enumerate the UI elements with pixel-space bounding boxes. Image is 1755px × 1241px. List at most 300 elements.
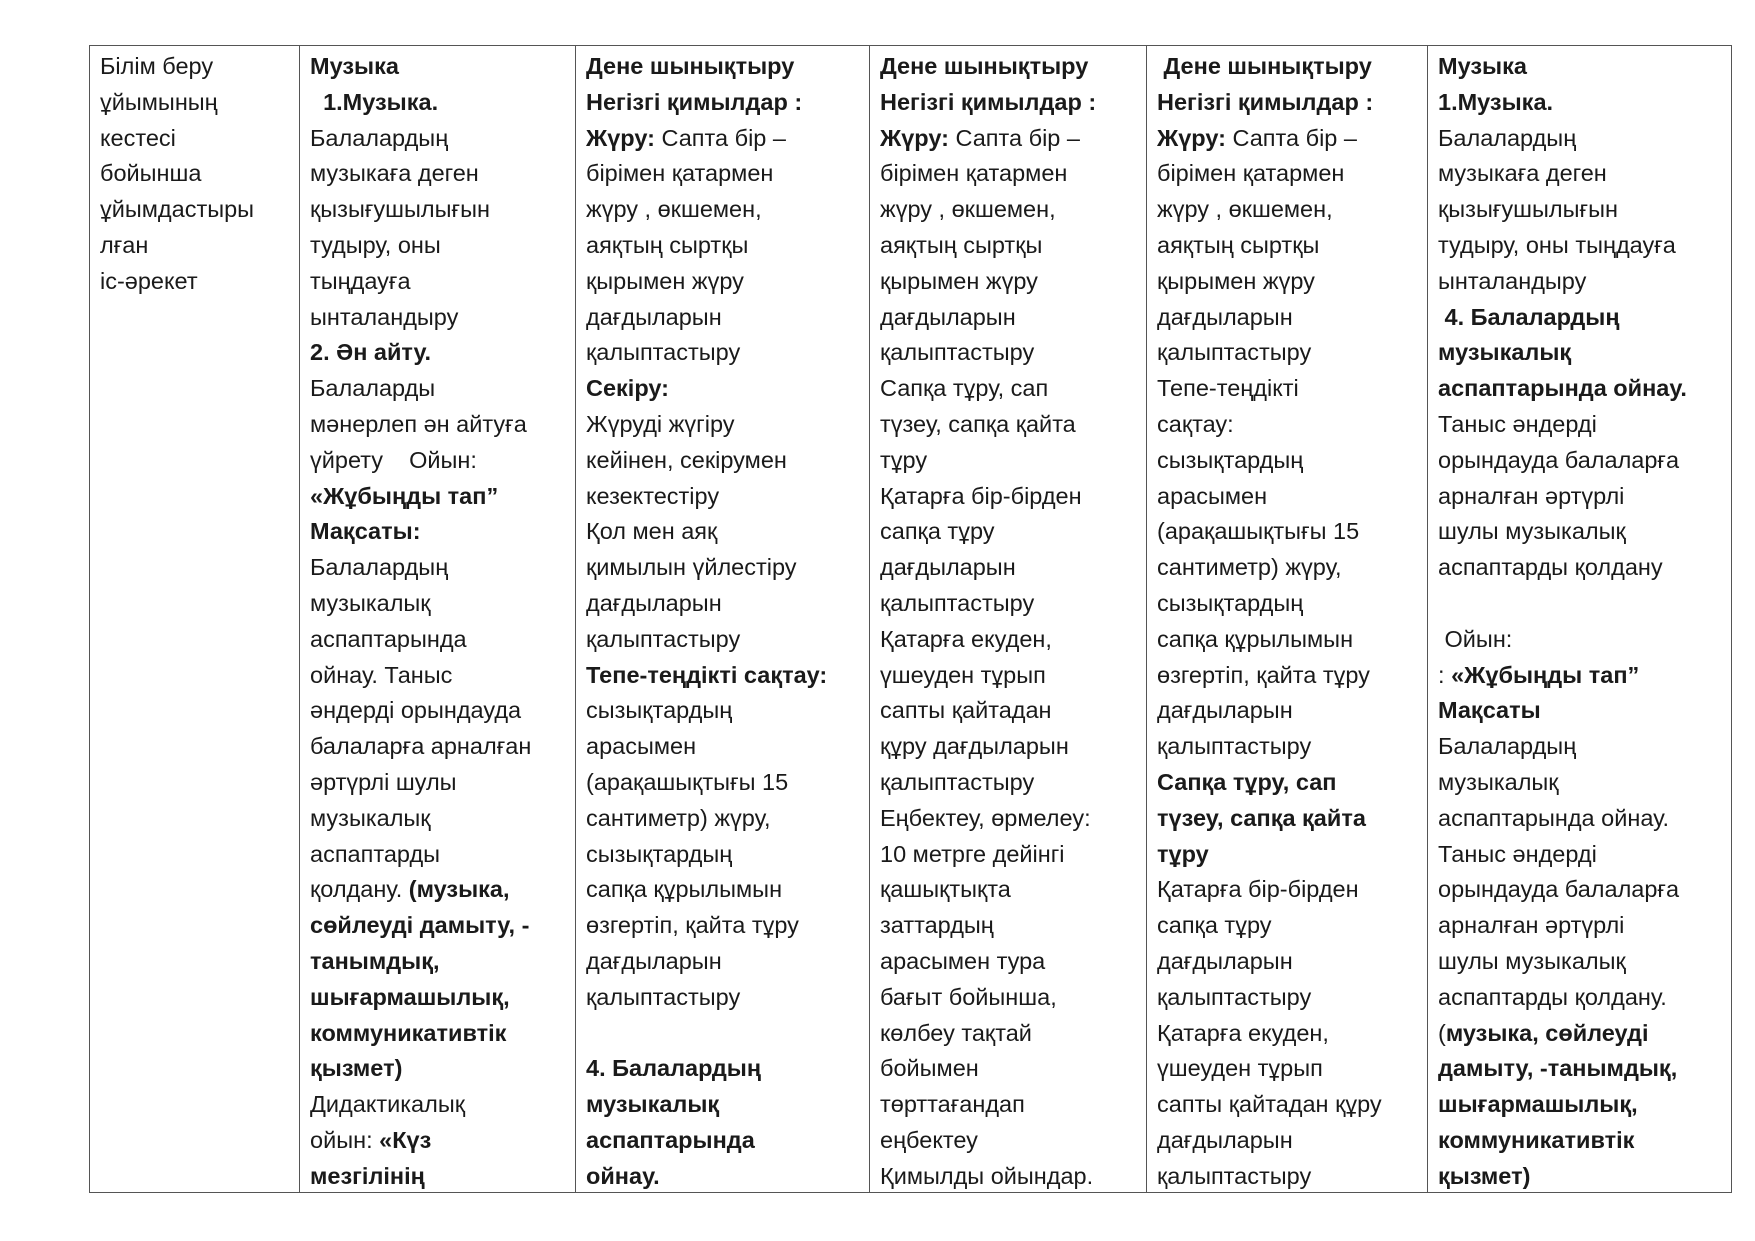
text-line [310,980,565,1016]
plain-text: қалыптастыру [586,983,741,1010]
text-line [1157,801,1417,837]
text-line [880,693,1136,729]
bold-text: «Жұбыңды тап” [1451,661,1640,688]
text-line [310,693,565,729]
text-line [1157,622,1417,658]
plain-text: қырымен жүру [880,267,1038,294]
text-line [1157,586,1417,622]
bold-text: тұру [1157,840,1209,867]
text-line [100,121,289,157]
text-line [880,264,1136,300]
music-text-1 [310,49,565,1192]
plain-text: түзеу, сапқа қайта [880,410,1076,437]
plain-text: балаларға арналған [310,733,532,760]
plain-text: кейінен, секірумен [586,446,787,473]
music-cell-1 [300,46,576,1193]
plain-text: музыкаға деген [1438,160,1607,187]
bold-text: 1.Музыка. [1438,88,1554,115]
text-line [310,550,565,586]
plain-text: қолдану. [310,876,409,903]
plain-text: орындауда балаларға [1438,446,1680,473]
text-line [310,1051,565,1087]
text-line [1438,514,1721,550]
plain-text: қашықтықта [880,876,1011,903]
row-label-cell [90,46,300,1193]
physical-education-cell-2 [870,46,1147,1193]
text-line [1157,371,1417,407]
plain-text: сапқа тұру [1157,912,1272,939]
plain-text: дағдыларын [586,947,722,974]
text-line [880,801,1136,837]
plain-text: қалыптастыру [586,625,741,652]
text-line [586,300,859,336]
text-line [1438,1123,1721,1159]
plain-text: кезектестіру [586,482,720,509]
text-line [1157,658,1417,694]
bold-text: Дене шынықтыру [880,53,1089,79]
text-line [1438,872,1721,908]
text-line [1438,479,1721,515]
plain-text: 10 метрге дейінгі [880,840,1065,867]
plain-text: өзгертіп, қайта тұру [586,912,799,939]
bold-text: 1.Музыка. [310,88,439,115]
plain-text: дағдыларын [1157,303,1293,330]
text-line [310,1123,565,1159]
text-line [1157,944,1417,980]
text-line [586,1016,859,1052]
plain-text: аспаптарында [310,625,467,652]
plain-text: Еңбектеу, өрмелеу: [880,804,1091,831]
plain-text: қалыптастыру [1157,733,1312,760]
text-line [1157,479,1417,515]
text-line [586,908,859,944]
plain-text: орындауда балаларға [1438,876,1680,903]
music-cell-2 [1428,46,1732,1193]
plain-text [586,1020,593,1046]
plain-text: дағдыларын [586,589,722,616]
physical-education-text-3 [1157,49,1417,1192]
text-line [310,443,565,479]
bold-text: (музыка, [408,876,510,903]
plain-text [1438,590,1445,616]
text-line [1157,980,1417,1016]
bold-text: шығармашылық, [310,983,510,1010]
text-line [586,85,859,121]
text-line [1438,586,1721,622]
bold-text: коммуникативтік [310,1019,507,1046]
text-line [586,622,859,658]
text-line [310,622,565,658]
text-line [1157,1087,1417,1123]
plain-text: қалыптастыру [880,589,1035,616]
bold-text: Жүру: [586,124,655,151]
bold-text: Дене шынықтыру [586,53,795,79]
text-line [100,156,289,192]
plain-text: аяқтың сыртқы [1157,231,1320,258]
text-line [1157,228,1417,264]
plain-text: әртүрлі шулы [310,768,457,795]
text-line [100,228,289,264]
plain-text: Балалардың [310,124,449,151]
text-line [880,765,1136,801]
text-line [880,586,1136,622]
text-line [1157,765,1417,801]
text-line [586,801,859,837]
text-line [586,550,859,586]
plain-text: сызықтардың [586,697,733,724]
plain-text: сапқа құрылымын [1157,625,1354,652]
plain-text: ынталандыру [1438,267,1587,294]
text-line [880,550,1136,586]
plain-text: өзгертіп, қайта тұру [1157,661,1370,688]
plain-text: үйрету Ойын: [310,446,477,473]
text-line [1157,1159,1417,1192]
bold-text: «Жұбыңды тап” [310,482,499,509]
text-line [880,335,1136,371]
text-line [1438,49,1721,85]
text-line [1157,300,1417,336]
plain-text: тұру [880,446,928,473]
text-line [586,192,859,228]
bold-text: Тепе-теңдікті сақтау: [586,661,828,688]
text-line [880,622,1136,658]
bold-text: аспаптарында ойнау. [1438,375,1687,402]
plain-text: қалыптастыру [586,339,741,366]
plain-text: Сапта бір – [654,124,786,151]
text-line [1157,156,1417,192]
text-line [310,228,565,264]
plain-text: Балалардың [310,554,449,581]
text-line [1438,335,1721,371]
text-line [586,1087,859,1123]
bold-text: музыкалық [586,1091,720,1118]
text-line [586,1159,859,1192]
bold-text: Сапқа тұру, сап [1157,768,1337,795]
text-line [1438,407,1721,443]
plain-text: Қатарға екуден, [880,625,1052,652]
text-line [586,944,859,980]
plain-text: бағыт бойынша, [880,983,1057,1010]
plain-text: музыкалық [1438,768,1559,795]
text-line [310,371,565,407]
plain-text: сантиметр) жүру, [1157,554,1342,581]
text-line [880,872,1136,908]
text-line [586,872,859,908]
text-line [1157,85,1417,121]
bold-text: Музыка [310,53,399,79]
bold-text: Музыка [1438,53,1527,79]
plain-text: Қимылды ойындар. [880,1162,1094,1189]
plain-text: қызығушылығын [310,196,490,223]
plain-text: бірімен қатармен [880,160,1068,187]
plain-text: құру дағдыларын [880,733,1069,760]
bold-text: танымдық, [310,947,440,974]
text-line [1438,1051,1721,1087]
text-line [880,514,1136,550]
bold-text: 2. Ән айту. [310,339,432,366]
text-line [1438,264,1721,300]
bold-text: музыкалық [1438,339,1572,366]
plain-text: арналған әртүрлі [1438,482,1625,509]
plain-text: аспаптарды қолдану. [1438,983,1667,1010]
plain-text: Жүруді жүгіру [586,410,735,437]
bold-text: қызмет) [310,1055,403,1082]
text-line [1438,550,1721,586]
text-line [1157,49,1417,85]
text-line [880,228,1136,264]
plain-text: тыңдауға [310,267,411,294]
text-line [1157,335,1417,371]
plain-text: Ойын: [1438,625,1513,652]
plain-text: сызықтардың [586,840,733,867]
text-line [310,729,565,765]
text-line [1438,693,1721,729]
bold-text: 4. Балалардың [1438,303,1620,330]
plain-text: ойын: [310,1126,380,1153]
plain-text: Қатарға бір-бірден [1157,876,1359,903]
plain-text: бойынша [100,160,202,187]
text-line [586,156,859,192]
plain-text: іс-әрекет [100,267,198,294]
text-line [310,121,565,157]
bold-text: мезгілінің [310,1162,425,1189]
plain-text: Тепе-теңдікті [1157,375,1299,402]
plain-text: үшеуден тұрып [1157,1055,1323,1082]
plain-text: жүру , өкшемен, [880,196,1056,223]
text-line [310,837,565,873]
text-line [310,85,565,121]
plain-text: дағдыларын [880,554,1016,581]
text-line [586,658,859,694]
text-line [1438,622,1721,658]
text-line [880,443,1136,479]
plain-text: қимылын үйлестіру [586,554,797,581]
text-line [100,49,289,85]
plain-text: музыкалық [310,804,431,831]
plain-text: музыкалық [310,589,431,616]
plain-text: ұйымдастыры [100,196,255,223]
text-line [310,944,565,980]
plain-text: : [1438,661,1452,688]
plain-text: еңбектеу [880,1126,978,1153]
text-line [1438,658,1721,694]
text-line [880,908,1136,944]
plain-text: аспаптарды [310,840,441,867]
text-line [880,980,1136,1016]
text-line [880,837,1136,873]
text-line [586,693,859,729]
plain-text: қырымен жүру [1157,267,1315,294]
bold-text: музыка, сөйлеуді [1445,1019,1649,1046]
physical-education-cell-1 [576,46,870,1193]
plain-text: жүру , өкшемен, [586,196,762,223]
text-line [310,479,565,515]
text-line [586,1051,859,1087]
text-line [880,192,1136,228]
text-line [1157,121,1417,157]
text-line [1438,443,1721,479]
text-line [586,479,859,515]
bold-text: коммуникативтік [1438,1126,1635,1153]
plain-text: ( [1438,1019,1446,1046]
physical-education-cell-3 [1147,46,1428,1193]
plain-text: Балалардың [1438,733,1577,760]
text-line [586,228,859,264]
text-line [586,1123,859,1159]
music-text-2 [1438,49,1721,1192]
bold-text: Дене шынықтыру [1157,53,1372,79]
bold-text: аспаптарында [586,1126,755,1153]
text-line [310,765,565,801]
plain-text: дағдыларын [1157,1126,1293,1153]
text-line [1438,729,1721,765]
text-line [1438,1087,1721,1123]
plain-text: тудыру, оны [310,231,441,258]
plain-text: Таныс әндерді [1438,410,1597,437]
text-line [880,300,1136,336]
text-line [310,335,565,371]
text-line [310,300,565,336]
plain-text: лған [100,231,149,258]
text-line [310,801,565,837]
text-line [1438,980,1721,1016]
plain-text: ойнау. Таныс [310,661,453,688]
plain-text: сызықтардың [1157,446,1304,473]
text-line [586,335,859,371]
text-line [880,1051,1136,1087]
plain-text: аспаптарды қолдану [1438,554,1663,581]
plain-text: дағдыларын [1157,947,1293,974]
bold-text: Мақсаты: [310,518,421,545]
text-line [880,49,1136,85]
bold-text: дамыту, -танымдық, [1438,1055,1678,1082]
text-line [880,944,1136,980]
plain-text: сантиметр) жүру, [586,804,771,831]
text-line [1438,156,1721,192]
plain-text: сақтау: [1157,410,1234,437]
text-line [586,443,859,479]
text-line [310,1087,565,1123]
plain-text: мәнерлеп ән айтуға [310,410,527,437]
text-line [880,1159,1136,1192]
bold-text: сөйлеуді дамыту, - [310,912,530,939]
text-line [586,586,859,622]
text-line [1157,264,1417,300]
plain-text: Сапқа тұру, сап [880,375,1049,402]
text-line [880,479,1136,515]
text-line [310,1159,565,1192]
plain-text: бойымен [880,1055,979,1082]
plain-text: тудыру, оны тыңдауға [1438,231,1676,258]
text-line [880,85,1136,121]
bold-text: Жүру: [1157,124,1226,151]
plain-text: шулы музыкалық [1438,947,1626,974]
text-line [310,407,565,443]
text-line [1157,693,1417,729]
text-line [1438,192,1721,228]
text-line [1157,514,1417,550]
table-row [90,46,1732,1193]
text-line [310,586,565,622]
text-line [880,371,1136,407]
text-line [1438,228,1721,264]
physical-education-text-1 [586,49,859,1192]
plain-text: ұйымының [100,88,218,115]
text-line [1438,765,1721,801]
text-line [1157,1016,1417,1052]
plain-text: қалыптастыру [1157,339,1312,366]
plain-text: сапқа құрылымын [586,876,783,903]
plain-text: сапты қайтадан [880,697,1052,724]
text-line [586,980,859,1016]
text-line [1438,908,1721,944]
bold-text: Секіру: [586,375,669,402]
plain-text: аяқтың сыртқы [880,231,1043,258]
plain-text: бірімен қатармен [586,160,774,187]
text-line [1438,300,1721,336]
plain-text: сапқа тұру [880,518,995,545]
text-line [1438,1016,1721,1052]
plain-text: аспаптарында ойнау. [1438,804,1670,831]
bold-text: Негізгі қимылдар : [1157,88,1374,115]
text-line [1157,550,1417,586]
plain-text: шулы музыкалық [1438,518,1626,545]
text-line [1157,1051,1417,1087]
plain-text: қырымен жүру [586,267,744,294]
bold-text: қызмет) [1438,1162,1531,1189]
plain-text: (арақашықтығы 15 [586,768,789,795]
text-line [586,837,859,873]
bold-text: «Күз [379,1126,432,1153]
text-line [880,658,1136,694]
text-line [100,85,289,121]
plain-text: арналған әртүрлі [1438,912,1625,939]
text-line [880,729,1136,765]
plain-text: заттардың [880,912,994,939]
plain-text: (арақашықтығы 15 [1157,518,1360,545]
text-line [1157,443,1417,479]
plain-text: арасымен [1157,482,1268,509]
text-line [586,407,859,443]
text-line [1438,801,1721,837]
plain-text: аяқтың сыртқы [586,231,749,258]
text-line [1157,908,1417,944]
plain-text: жүру , өкшемен, [1157,196,1333,223]
physical-education-text-2 [880,49,1136,1192]
plain-text: Балаларды [310,375,436,402]
plain-text: сызықтардың [1157,589,1304,616]
text-line [586,514,859,550]
plain-text: дағдыларын [880,303,1016,330]
text-line [1438,85,1721,121]
plain-text: Дидактикалық [310,1091,466,1118]
text-line [310,156,565,192]
plain-text: бірімен қатармен [1157,160,1345,187]
text-line [880,121,1136,157]
text-line [586,371,859,407]
text-line [310,1016,565,1052]
bold-text: 4. Балалардың [586,1055,762,1082]
bold-text: Жүру: [880,124,949,151]
plain-text: төрттағандап [880,1091,1025,1118]
text-line [310,264,565,300]
text-line [880,407,1136,443]
text-line [1157,872,1417,908]
plain-text: Қатарға екуден, [1157,1019,1329,1046]
plain-text: Қол мен аяқ [586,518,718,545]
text-line [586,121,859,157]
plain-text: арасымен тура [880,947,1046,974]
